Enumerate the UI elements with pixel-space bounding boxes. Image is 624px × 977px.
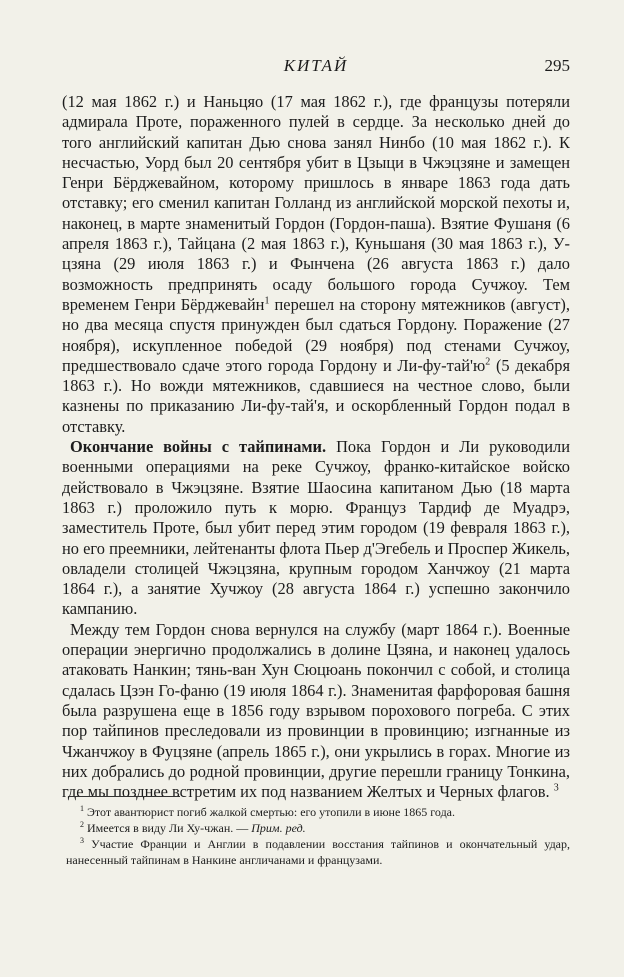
footnote-number: 3 <box>80 836 84 845</box>
footnote-3 <box>66 836 570 868</box>
paragraph-text: Между тем Гордон снова вернулся на службу (март 1864 г.). Военные операции энергично продолжались в долине Цзяна, и наконец удалось атаковать Нанкин; тянь-ван Хун Сюцюань покончил с собой, и столица сдалась Цзэн Го-фаню (19 июля 1864 г.). Знаменитая фарфоровая башня была разрушена еще в 1856 году взрывом порохового погреба. С этих пор тайпинов преследовали из провинции в провинцию; изгнанные из Чжанчжоу в Фуцзяне (апрель 1865 г.), они укрылись в горах. Многие из них добрались до родной провинции, другие перешли границу Тонкина, где мы позднее встретим их под названием Желтых и Черных флагов. <box>62 619 570 802</box>
footnote-ref-2: 2 <box>485 356 491 368</box>
paragraph-1 <box>62 92 570 437</box>
footnote-ref-3: 3 <box>553 782 559 794</box>
main-text <box>62 92 570 802</box>
paragraph-text: (12 мая 1862 г.) и Наньцяо (17 мая 1862 г.), где французы потеряли адмирала Проте, пораженного пулей в сердце. За несколько дней до того английский капитан Дью снова занял Нинбо (10 мая 1862 г.). К несчастью, Уорд был 20 сентября убит в Цзыци в Чжэцзяне и замещен Генри Бёрджевайном, которому пришлось в январе 1863 года дать отставку; его сменил капитан Голланд из английской морской пехоты и, наконец, в марте знаменитый Гордон (Гордон-паша). Взятие Фушаня (6 апреля 1863 г.), Тайцана (2 мая 1863 г.), Куньшаня (30 мая 1863 г.), У-цзяна (29 июля 1863 г.) и Фынчена (26 августа 1863 г.) дало возможность предпринять осаду большого города Сучжоу. Тем временем Генри Бёрджевайн <box>62 92 570 314</box>
paragraph-2 <box>62 437 570 620</box>
footnote-text: Этот авантюрист погиб жалкой смертью: его утопили в июне 1865 года. <box>87 805 456 819</box>
editor-note: Прим. ред. <box>251 821 306 835</box>
footnote-number: 1 <box>80 804 84 813</box>
paragraph-text: (5 декабря 1863 г.). Но вожди мятежников, сдавшиеся на честное слово, были казнены по приказанию Ли-фу-тай'я, и оскорбленный Гордон подал в отставку. <box>62 355 570 436</box>
section-run-in-heading: Окончание войны с тайпинами. <box>70 437 327 457</box>
footnote-2 <box>66 820 570 836</box>
paragraph-text: перешел на сторону мятежников (август), но два месяца спустя принужден был сдаться Гордону. Поражение (27 ноября), искупленное победой (29 ноября) под стенами Сучжоу, предшествовало сдаче этого города Гордону и Ли-фу-тай'ю <box>62 294 570 375</box>
footnote-ref-1: 1 <box>264 295 270 307</box>
running-title: КИТАЙ <box>283 56 349 75</box>
footnote-text: Участие Франции и Англии в подавлении восстания тайпинов и окончательный удар, нанесенный тайпинам в Нанкине англичанами и французами. <box>66 837 571 867</box>
footnote-text: Имеется в виду Ли Ху-чжан. — <box>87 821 252 835</box>
paragraph-3 <box>62 620 570 803</box>
page-number: 295 <box>544 56 570 75</box>
footnote-number: 2 <box>80 820 84 829</box>
footnotes <box>66 804 570 868</box>
page-header <box>62 56 570 80</box>
footnote-divider <box>68 796 180 797</box>
footnote-1 <box>66 804 570 820</box>
paragraph-text: Пока Гордон и Ли руководили военными операциями на реке Сучжоу, франко-китайское войско действовало в Чжэцзяне. Взятие Шаосина капитаном Дью (18 марта 1863 г.) проложило путь к морю. Француз Тардиф де Муадрэ, заместитель Проте, был убит перед этим городом (19 февраля 1863 г.), но его преемники, лейтенанты флота Пьер д'Эгебель и Проспер Жикель, овладели столицей Чжэцзяна, крупным городом Ханчжоу (21 марта 1864 г.), а занятие Хучжоу (28 августа 1864 г.) успешно закончило кампанию. <box>62 437 570 619</box>
